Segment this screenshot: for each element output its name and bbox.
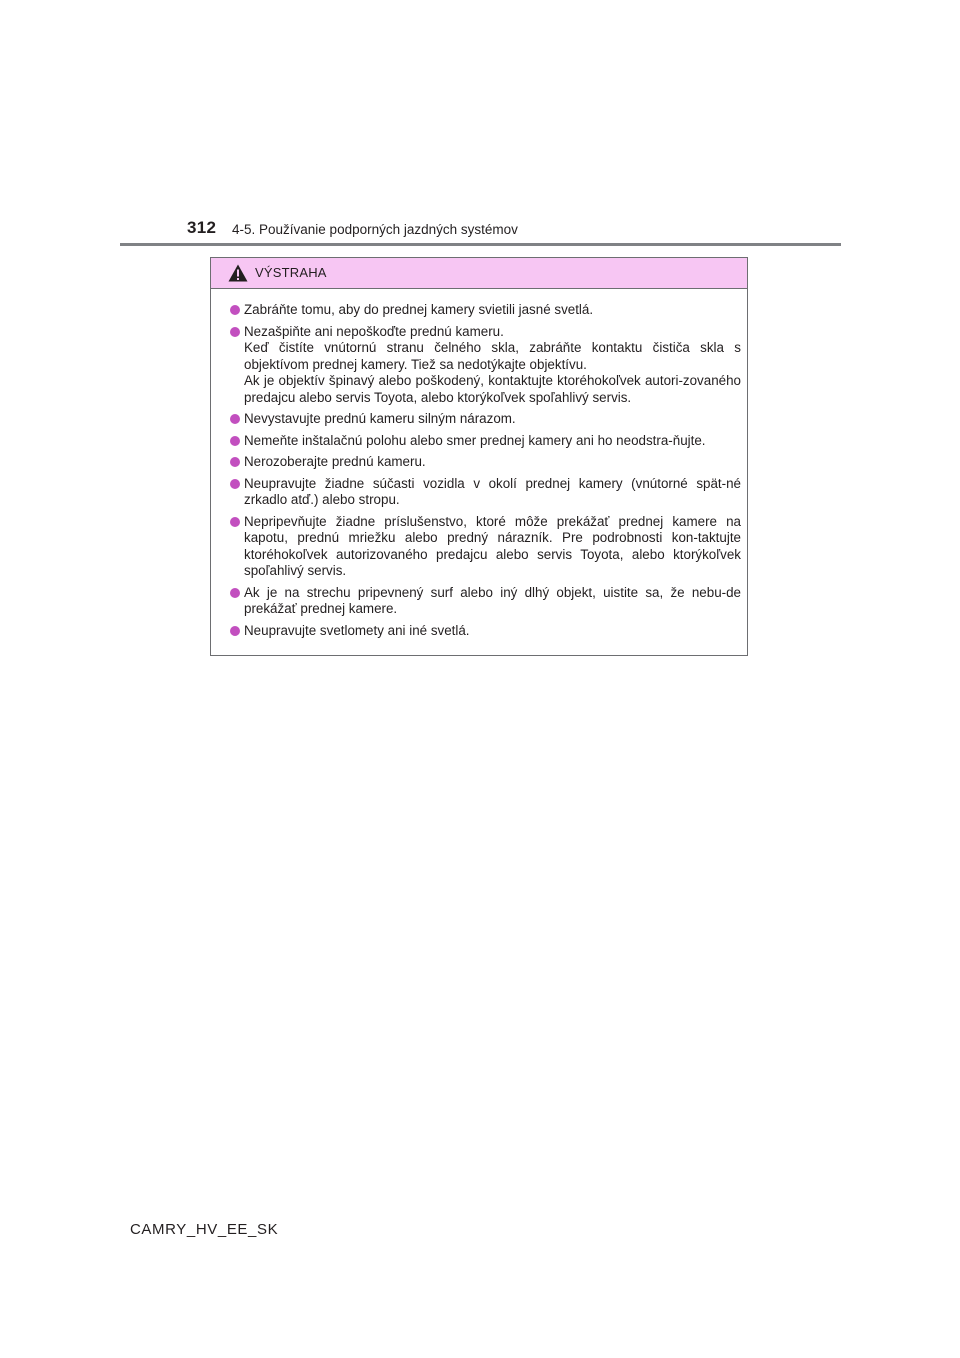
warning-item-text: Neupravujte žiadne súčasti vozidla v okolí prednej kamery (vnútorné spät-né zrkadlo atď.) alebo stropu. [244,475,741,507]
bullet-icon [230,626,240,636]
warning-item-text: Nepripevňujte žiadne príslušenstvo, ktoré môže prekážať prednej kamere na kapotu, prednú mriežku alebo predný nárazník. Pre podrobnosti kon-taktujte ktoréhokoľvek autorizovaného predajcu alebo servis Toyota, alebo ktorýkoľvek spoľahlivý servis. [244,513,741,578]
bullet-icon [230,517,240,527]
warning-item [230,623,741,640]
warning-item-text: Ak je objektív špinavý alebo poškodený, kontaktujte ktoréhokoľvek autori-zovaného predajcu alebo servis Toyota, alebo ktorýkoľvek spoľahlivý servis. [244,373,741,405]
section-title: 4-5. Používanie podporných jazdných systémov [232,222,518,237]
page-number: 312 [187,218,217,237]
bullet-icon [230,479,240,489]
warning-item [230,302,741,319]
bullet-icon [230,327,240,337]
bullet-icon [230,457,240,467]
warning-item [230,324,741,407]
warning-item-text: Neupravujte svetlomety ani iné svetlá. [244,622,470,638]
warning-item-text: Zabráňte tomu, aby do prednej kamery svietili jasné svetlá. [244,302,594,317]
bullet-icon [230,588,240,598]
warning-triangle-icon [228,264,248,282]
warning-box [210,257,748,656]
warning-item [230,433,741,450]
warning-item [230,476,741,509]
warning-item [230,411,741,428]
warning-item [230,585,741,618]
warning-body [211,289,747,655]
bullet-icon [230,414,240,424]
bullet-icon [230,436,240,446]
warning-item-text: Nezašpiňte ani nepoškoďte prednú kameru. [244,323,504,339]
warning-item [230,514,741,580]
warning-item-text: Ak je na strechu pripevnený surf alebo iný dlhý objekt, uistite sa, že nebu-de prekážať prednej kamere. [244,584,741,616]
warning-header [211,258,747,289]
warning-item-text: Nevystavujte prednú kameru silným nárazom. [244,411,516,426]
warning-item [230,454,741,471]
footer-doc-code: CAMRY_HV_EE_SK [130,1221,279,1238]
header-rule [120,243,841,246]
warning-item-text: Nemeňte inštalačnú polohu alebo smer prednej kamery ani ho neodstra-ňujte. [244,432,706,448]
warning-label: VÝSTRAHA [255,265,327,280]
warning-item-text: Keď čistíte vnútornú stranu čelného skla, zabráňte kontaktu čističa skla s objektívom prednej kamery. Tiež sa nedotýkajte objektívu. [244,340,741,372]
bullet-icon [230,305,240,315]
warning-item-text: Nerozoberajte prednú kameru. [244,454,426,469]
